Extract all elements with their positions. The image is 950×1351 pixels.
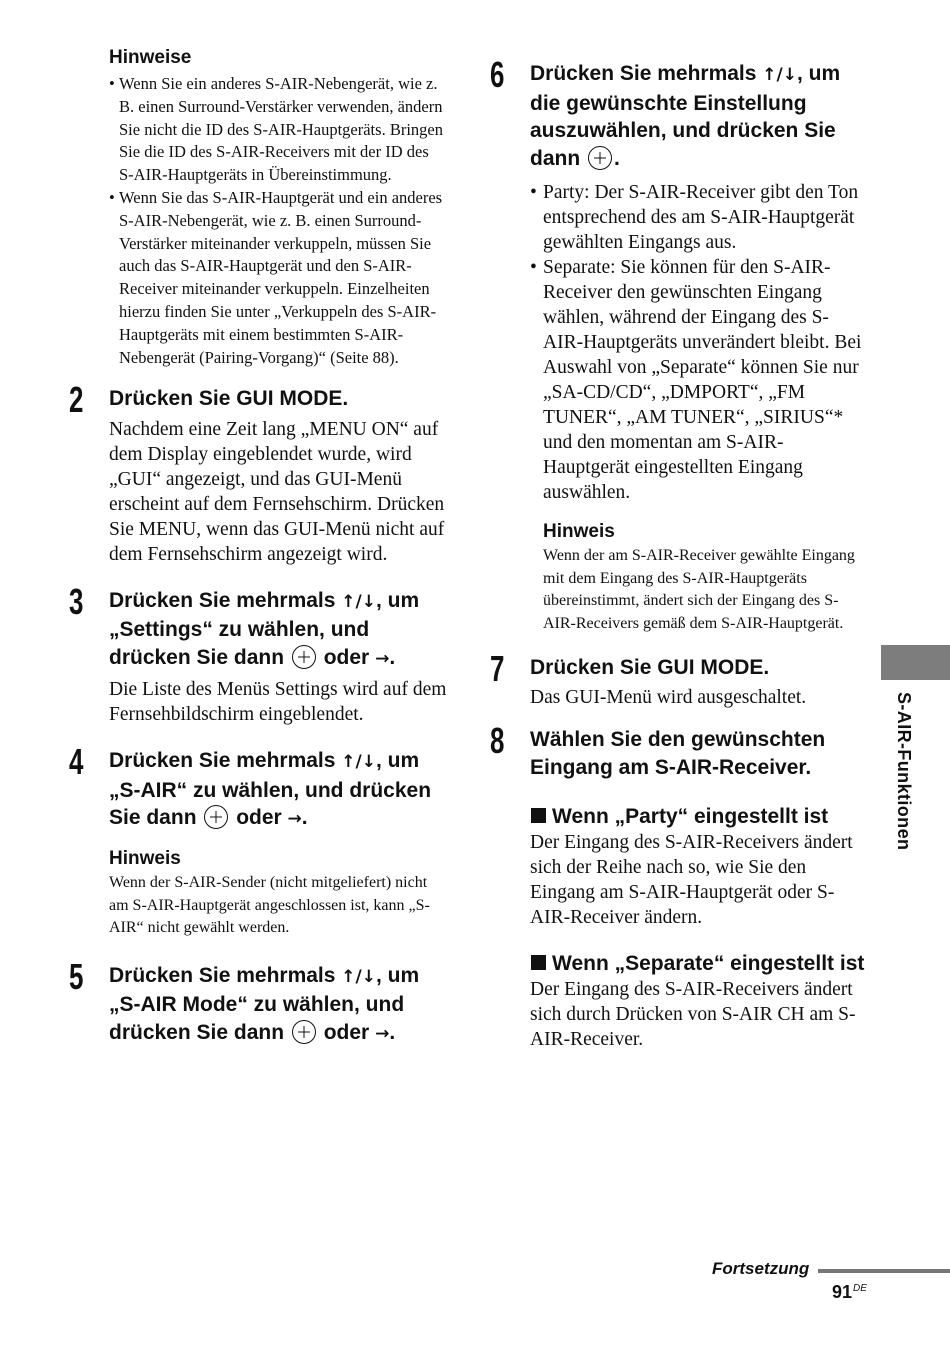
step-2 [69, 379, 449, 567]
separate-heading [530, 952, 865, 975]
left-column [69, 47, 449, 1048]
up-down-arrow-icon: ↑/↓ [341, 591, 376, 612]
hint-block [109, 848, 449, 940]
right-arrow-icon: → [375, 648, 390, 669]
square-bullet-icon [531, 808, 546, 823]
heading-text: , um „S-AIR“ zu wählen, und drücken Sie dann [109, 749, 432, 830]
continued-rule [818, 1269, 950, 1273]
hint-text: Wenn der S-AIR-Sender (nicht mitgeliefert) nicht am S-AIR-Hauptgerät angeschlossen ist, kann „S-AIR“ nicht gewählt werden. [109, 873, 430, 937]
step-number: 5 [69, 955, 84, 997]
heading-text: oder [230, 806, 288, 830]
hint-text: Wenn der am S-AIR-Receiver gewählte Eingang mit dem Eingang des S-AIR-Hauptgeräts übereinstimmt, ändert sich der Eingang des S-AIR-Receivers gemäß dem S-AIR-Hauptgerät. [543, 547, 855, 633]
heading-text: . [301, 806, 308, 830]
step-heading [109, 747, 449, 834]
step-heading [109, 962, 449, 1049]
option-separate: • Separate: Sie können für den S-AIR-Receiver den gewünschten Eingang wählen, während der Eingang des S-AIR-Hauptgeräts unverändert bleibt. Bei Auswahl von „Separate“ können Sie nur „SA-CD/CD“, „DMPORT“, „FM TUNER“, „AM TUNER“, „SIRIUS“* und den momentan am S-AIR-Hauptgerät eingestellten Eingang auswählen. [530, 255, 865, 505]
step-heading [530, 60, 865, 172]
option-party: • Party: Der S-AIR-Receiver gibt den Ton entsprechend des am S-AIR-Hauptgerät gewählten Eingangs aus. [530, 180, 865, 255]
step-3 [69, 580, 449, 728]
continued-label: Fortsetzung [712, 1259, 810, 1278]
enter-button-icon [204, 805, 228, 829]
step-number: 2 [69, 379, 84, 421]
heading-text: oder [317, 1020, 376, 1044]
heading-text: , um „Settings“ zu wählen, und drücken Sie dann [109, 588, 420, 669]
section-side-label: S-AIR-Funktionen [894, 692, 914, 851]
hint-item-1: • Wenn Sie ein anderes S-AIR-Nebengerät, wie z. B. einen Surround-Verstärker verwenden, ändern Sie nicht die ID des S-AIR-Hauptgeräts. Bringen Sie die ID des S-AIR-Receivers mit der ID des S-AIR-Hauptgeräts in Übereinstimmung. [109, 73, 445, 187]
heading-text: . [389, 1020, 396, 1044]
page-language-suffix: DE [853, 1283, 867, 1294]
step-heading: Drücken Sie GUI MODE. [530, 655, 770, 679]
right-arrow-icon: → [287, 809, 302, 830]
step-5 [69, 955, 449, 1049]
heading-text: . [614, 146, 620, 170]
heading-text: Drücken Sie mehrmals [109, 588, 342, 612]
hint-item-2: • Wenn Sie das S-AIR-Hauptgerät und ein anderes S-AIR-Nebengerät, wie z. B. einen Surround-Verstärker miteinander verkuppeln, müssen Sie auch das S-AIR-Hauptgerät und den S-AIR-Receiver miteinander verkuppeln. Einzelheiten hierzu finden Sie unter „Verkuppeln des S-AIR-Hauptgeräts mit einem bestimmten S-AIR-Nebengerät (Pairing-Vorgang)“ (Seite 88). [109, 187, 445, 369]
step-7 [490, 647, 865, 711]
heading-text: oder [317, 645, 376, 669]
sub-heading-text: Wenn „Party“ eingestellt ist [552, 805, 829, 829]
step-8 [490, 720, 865, 1052]
step-number: 4 [69, 741, 84, 783]
separate-body: Der Eingang des S-AIR-Receivers ändert sich durch Drücken von S-AIR CH am S-AIR-Receiver. [530, 979, 856, 1051]
heading-text: Drücken Sie mehrmals [109, 749, 342, 773]
hint-title: Hinweis [543, 521, 615, 542]
hints-block [109, 47, 449, 369]
party-section [530, 805, 865, 930]
step-number: 8 [490, 720, 505, 762]
step-4 [69, 741, 449, 940]
hints-list [109, 73, 445, 369]
page-number [832, 1282, 867, 1303]
step-number: 3 [69, 580, 84, 622]
enter-button-icon [588, 146, 612, 170]
step-heading: Wählen Sie den gewünschten Eingang am S-AIR-Receiver. [530, 728, 826, 779]
separate-section [530, 952, 865, 1052]
section-tab-marker [881, 645, 950, 680]
heading-text: . [389, 645, 396, 669]
step-heading: Drücken Sie GUI MODE. [109, 387, 349, 411]
heading-text: , um „S-AIR Mode“ zu wählen, und drücken Sie dann [109, 963, 420, 1044]
up-down-arrow-icon: ↑/↓ [762, 65, 797, 85]
up-down-arrow-icon: ↑/↓ [341, 752, 376, 773]
right-arrow-icon: → [375, 1023, 390, 1044]
heading-text: Drücken Sie mehrmals [530, 62, 763, 85]
hint-block [530, 521, 865, 636]
heading-text: Drücken Sie mehrmals [109, 963, 342, 987]
step-number: 6 [490, 54, 505, 95]
step-body: Das GUI-Menü wird ausgeschaltet. [530, 687, 807, 709]
page-number-value: 91 [832, 1282, 853, 1302]
right-column [490, 54, 865, 1052]
party-body: Der Eingang des S-AIR-Receivers ändert sich der Reihe nach so, wie Sie den Eingang am S-AIR-Hauptgerät oder S-AIR-Receiver ändern. [530, 832, 853, 929]
step-body: Die Liste des Menüs Settings wird auf dem Fernsehbildschirm eingeblendet. [109, 679, 447, 726]
square-bullet-icon [531, 955, 546, 970]
step-body: Nachdem eine Zeit lang „MENU ON“ auf dem Display eingeblendet wurde, wird „GUI“ angezeigt, und das GUI-Menü erscheint auf dem Fernsehschirm. Drücken Sie MENU, wenn das GUI-Menü nicht auf dem Fernsehschirm angezeigt wird. [109, 418, 445, 565]
step-number: 7 [490, 647, 505, 689]
sub-heading-text: Wenn „Separate“ eingestellt ist [552, 952, 865, 976]
hint-title: Hinweis [109, 847, 181, 869]
heading-text: , um die gewünschte Einstellung auszuwählen, und drücken Sie dann [530, 62, 841, 170]
up-down-arrow-icon: ↑/↓ [341, 966, 376, 987]
step-6 [490, 54, 865, 636]
enter-button-icon [292, 645, 316, 669]
party-heading [530, 805, 865, 828]
enter-button-icon [292, 1020, 316, 1044]
hints-title: Hinweise [109, 47, 192, 68]
step-heading [109, 587, 449, 674]
options-list [530, 180, 865, 505]
